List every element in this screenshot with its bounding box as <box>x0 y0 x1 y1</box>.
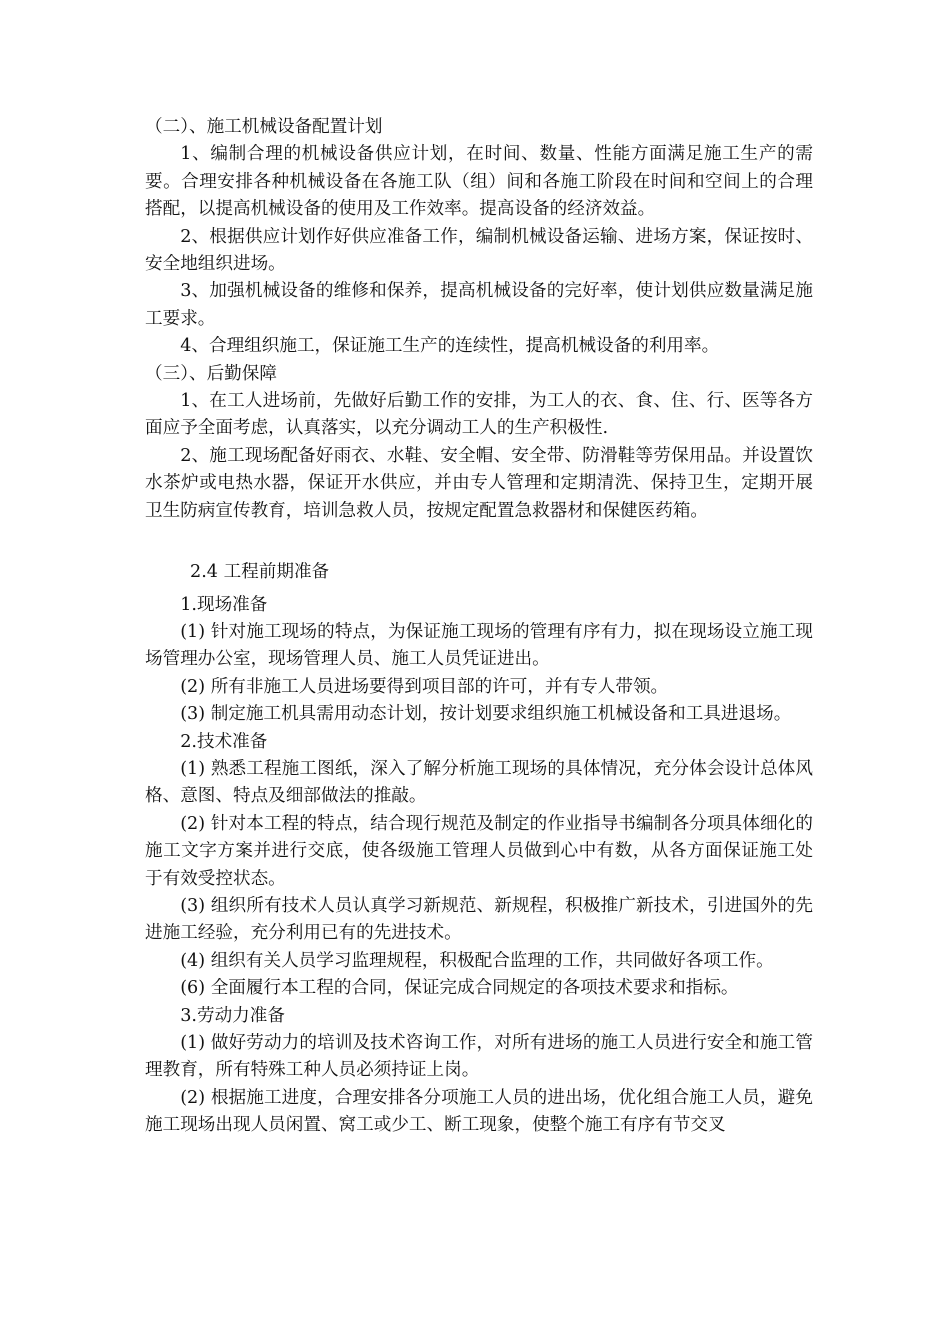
tech-prep-paragraph: (4) 组织有关人员学习监理规程，积极配合监理的工作，共同做好各项工作。 <box>180 950 774 971</box>
logistics-paragraph: 1、在工人进场前，先做好后勤工作的安排，为工人的衣、食、住、行、医等各方面应予全面考虑，认真落实，以充分调动工人的生产积极性. <box>145 391 813 439</box>
logistics-heading: （三）、后勤保障 <box>145 363 277 384</box>
tech-prep-paragraph: (1) 熟悉工程施工图纸，深入了解分析施工现场的具体情况，充分体会设计总体风格、意图、特点及细部做法的推敲。 <box>145 758 813 807</box>
site-prep-paragraph: (3) 制定施工机具需用动态计划，按计划要求组织施工机械设备和工具进退场。 <box>180 704 792 725</box>
labor-prep-paragraph: (2) 根据施工进度，合理安排各分项施工人员的进出场，优化组合施工人员，避免施工现场出现人员闲置、窝工或少工、断工现象，使整个施工有序有节交叉 <box>145 1087 813 1136</box>
site-prep-heading: 1.现场准备 <box>180 594 268 615</box>
tech-prep-paragraph: (2) 针对本工程的特点，结合现行规范及制定的作业指导书编制各分项具体细化的施工文字方案并进行交底，使各级施工管理人员做到心中有数，从各方面保证施工处于有效受控状态。 <box>145 813 813 889</box>
machinery-paragraph: 1、编制合理的机械设备供应计划，在时间、数量、性能方面满足施工生产的需要。合理安排各种机械设备在各施工队（组）间和各施工阶段在时间和空间上的合理搭配，以提高机械设备的使用及工作效率。提高设备的经济效益。 <box>145 144 813 220</box>
tech-prep-paragraph: (3) 组织所有技术人员认真学习新规范、新规程，积极推广新技术，引进国外的先进施工经验，充分利用已有的先进技术。 <box>145 895 813 944</box>
machinery-heading: （二）、施工机械设备配置计划 <box>145 117 383 137</box>
document-page <box>145 114 813 1140</box>
logistics-paragraph: 2、施工现场配备好雨衣、水鞋、安全帽、安全带、防滑鞋等劳保用品。并设置饮水茶炉或电热水器，保证开水供应，并由专人管理和定期清洗、保持卫生，定期开展卫生防病宣传教育，培训急救人员，按规定配置急救器材和保健医药箱。 <box>145 445 813 521</box>
machinery-paragraph: 3、加强机械设备的维修和保养，提高机械设备的完好率，使计划供应数量满足施工要求。 <box>145 281 813 329</box>
tech-prep-heading: 2.技术准备 <box>180 731 268 752</box>
site-prep-paragraph: (1) 针对施工现场的特点，为保证施工现场的管理有序有力，拟在现场设立施工现场管理办公室，现场管理人员、施工人员凭证进出。 <box>145 621 813 670</box>
labor-prep-heading: 3.劳动力准备 <box>180 1005 285 1026</box>
tech-prep-paragraph: (6) 全面履行本工程的合同，保证完成合同规定的各项技术要求和指标。 <box>180 978 739 999</box>
section-spacer <box>145 525 813 553</box>
machinery-paragraph: 2、根据供应计划作好供应准备工作，编制机械设备运输、进场方案，保证按时、安全地组织进场。 <box>145 226 813 275</box>
machinery-paragraph: 4、合理组织施工，保证施工生产的连续性，提高机械设备的利用率。 <box>180 336 720 357</box>
labor-prep-paragraph: (1) 做好劳动力的培训及技术咨询工作，对所有进场的施工人员进行安全和施工管理教育，所有特殊工种人员必须持证上岗。 <box>145 1033 813 1081</box>
prep-section-title: 2.4 工程前期准备 <box>190 562 330 583</box>
site-prep-paragraph: (2) 所有非施工人员进场要得到项目部的许可，并有专人带领。 <box>180 676 669 697</box>
